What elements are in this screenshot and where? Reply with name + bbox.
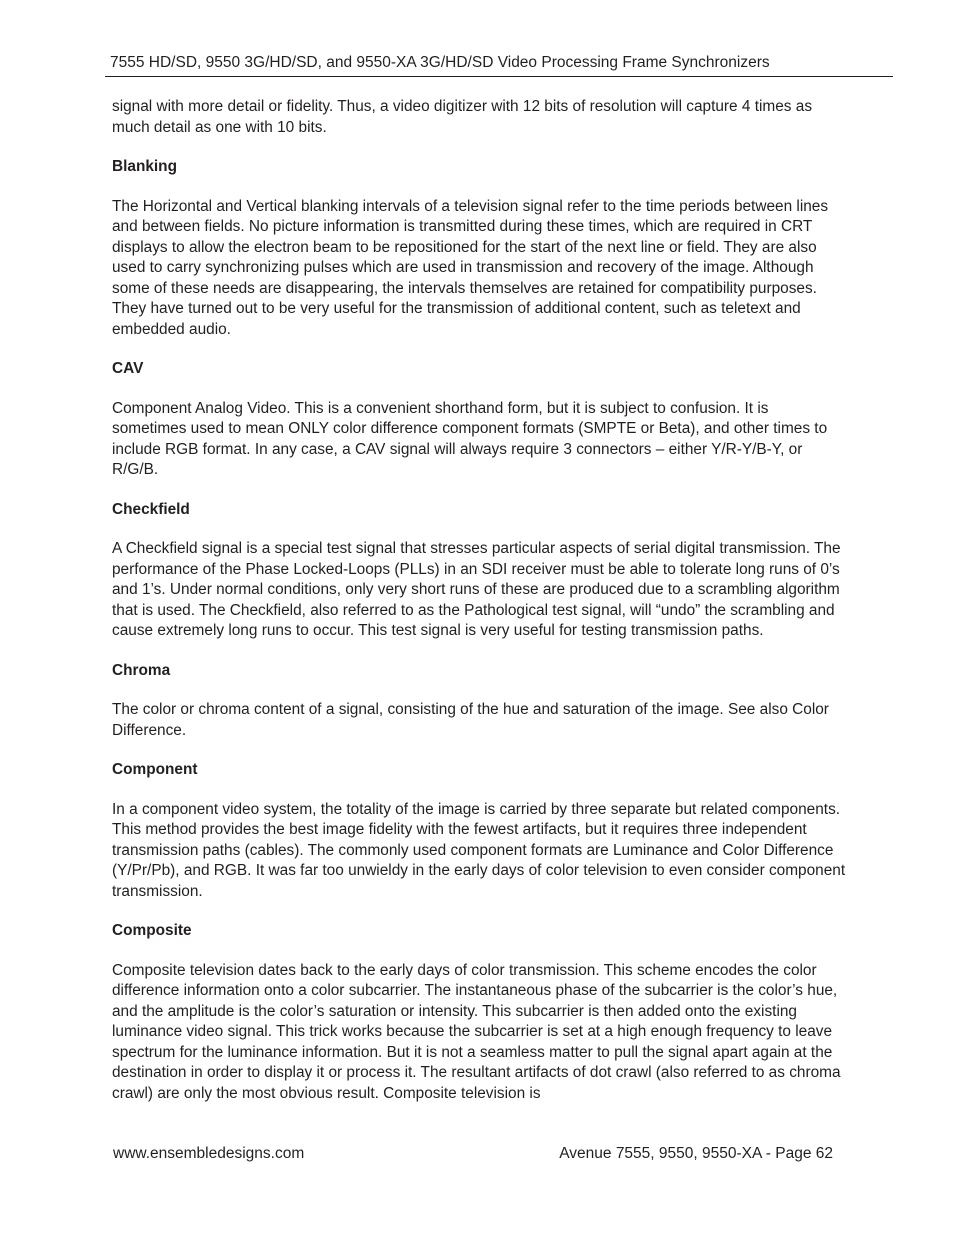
running-header: 7555 HD/SD, 9550 3G/HD/SD, and 9550-XA 3G/HD/SD Video Processing Frame Synchronizers [110,54,770,71]
section-text-component: In a component video system, the totality of the image is carried by three separate but related components. This method provides the best image fidelity with the fewest artifacts, but it requires three independent transmission paths (cables). The commonly used component formats are Luminance and Color Difference (Y/Pr/Pb), and RGB. It was far too unwieldy in the early days of color television to even consider component transmission. [112,800,846,900]
section-heading-checkfield: Checkfield [112,500,190,518]
section-heading-cav: CAV [112,360,144,377]
footer-page-label: Avenue 7555, 9550, 9550-XA - Page 62 [559,1145,833,1162]
section-heading-component: Component [112,761,198,778]
section-text-blanking: The Horizontal and Vertical blanking intervals of a television signal refer to the time periods between lines and between fields. No picture information is transmitted during these times, which are required in CRT displays to allow the electron beam to be repositioned for the start of the next line or field. They are also used to carry synchronizing pulses which are used in transmission and recovery of the image. Although some of these needs are disappearing, the intervals themselves are retained for compatibility purposes. They have turned out to be very useful for the transmission of additional content, such as teletext and embedded audio. [112,197,829,338]
section-text-checkfield: A Checkfield signal is a special test signal that stresses particular aspects of serial digital transmission. The performance of the Phase Locked-Loops (PLLs) in an SDI receiver must be able to tolerate long runs of 0’s and 1’s. Under normal conditions, only very short runs of these are produced due to a scrambling algorithm that is used. The Checkfield, also referred to as the Pathological test signal, will “undo” the scrambling and cause extremely long runs to occur. This test signal is very useful for testing transmission paths. [112,540,841,639]
section-text-composite: Composite television dates back to the early days of color transmission. This scheme encodes the color difference information onto a color subcarrier. The instantaneous phase of the subcarrier is the color’s hue, and the amplitude is the color’s saturation or intensity. This subcarrier is then added onto the existing luminance video signal. This trick works because the subcarrier is set at a high enough frequency to leave spectrum for the luminance information. But it is not a seamless matter to pull the signal apart again at the destination in order to display it or process it. The resultant artifacts of dot crawl (also referred to as chroma crawl) are only the most obvious result. Composite television is [112,961,841,1102]
section-heading-composite: Composite [112,922,192,939]
section-heading-chroma: Chroma [112,661,171,679]
footer-website-link[interactable]: www.ensembledesigns.com [113,1145,305,1162]
section-text-cav: Component Analog Video. This is a convenient shorthand form, but it is subject to confusion. It is sometimes used to mean ONLY color difference component formats (SMPTE or Beta), and other times to include RGB format. In any case, a CAV signal will always require 3 connectors – either Y/R-Y/B-Y, or R/G/B. [112,399,828,478]
glossary-content [112,97,847,1123]
intro-paragraph: signal with more detail or fidelity. Thus, a video digitizer with 12 bits of resolution will capture 4 times as much detail as one with 10 bits. [112,98,813,136]
section-text-chroma: The color or chroma content of a signal, consisting of the hue and saturation of the image. See also Color Difference. [112,701,829,739]
section-heading-blanking: Blanking [112,158,177,175]
header-divider [105,76,893,77]
